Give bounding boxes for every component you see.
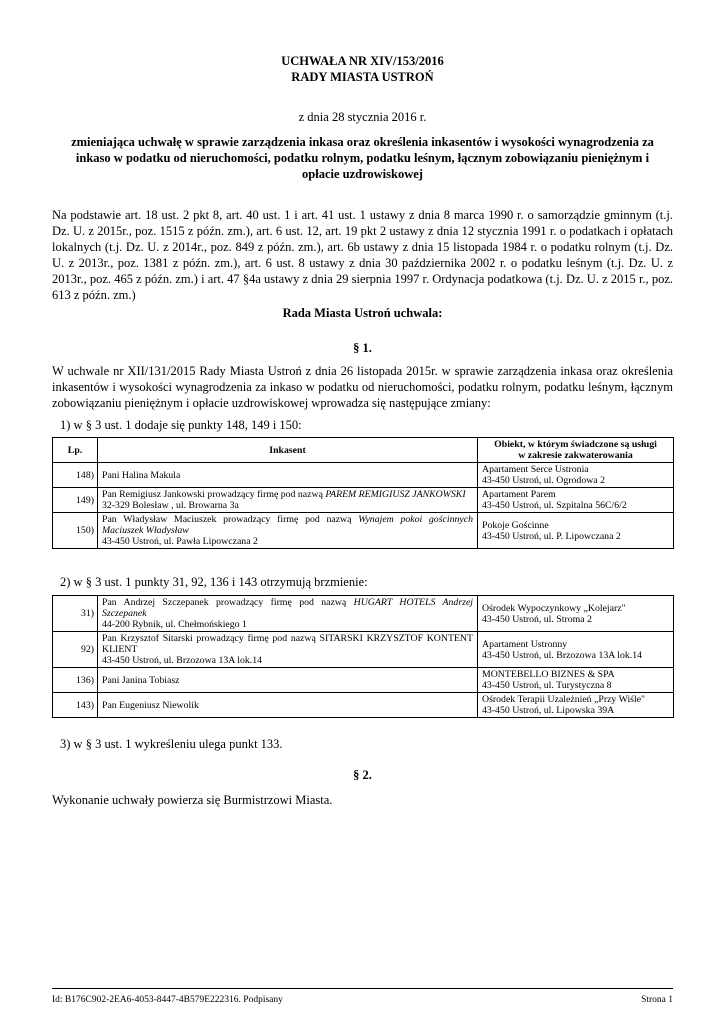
header-lp: Lp. <box>53 438 98 463</box>
row-inkasent: Pan Eugeniusz Niewolik <box>98 693 478 718</box>
amendment-item-1: 1) w § 3 ust. 1 dodaje się punkty 148, 149 i 150: <box>60 418 302 432</box>
header-inkasent: Inkasent <box>98 438 478 463</box>
collectors-table-added <box>52 437 674 549</box>
table-row <box>53 488 674 513</box>
council-resolves: Rada Miasta Ustroń uchwala: <box>282 306 443 320</box>
table-row <box>53 513 674 549</box>
table-row <box>53 693 674 718</box>
row-inkasent: Pan Remigiusz Jankowski prowadzący firmę pod nazwą PAREM REMIGIUSZ JANKOWSKI 32-329 Bolesław , ul. Browarna 3a <box>98 488 478 513</box>
row-lp: 150) <box>53 513 98 549</box>
document-title <box>0 53 725 85</box>
row-lp: 148) <box>53 463 98 488</box>
row-lp: 136) <box>53 668 98 693</box>
row-inkasent: Pani Janina Tobiasz <box>98 668 478 693</box>
row-lp: 143) <box>53 693 98 718</box>
row-inkasent: Pan Andrzej Szczepanek prowadzący firmę pod nazwą HUGART HOTELS Andrzej Szczepanek 44-200 Rybnik, ul. Chełmońskiego 1 <box>98 596 478 632</box>
section-2-heading: § 2. <box>353 768 372 782</box>
row-lp: 149) <box>53 488 98 513</box>
title-line-2: RADY MIASTA USTROŃ <box>291 70 434 84</box>
table-header-row <box>53 438 674 463</box>
row-obiekt: Apartament Parem 43-450 Ustroń, ul. Szpitalna 56C/6/2 <box>478 488 674 513</box>
table-row <box>53 463 674 488</box>
amendment-item-2: 2) w § 3 ust. 1 punkty 31, 92, 136 i 143 otrzymują brzmienie: <box>60 575 368 589</box>
section-1-heading: § 1. <box>353 341 372 355</box>
row-obiekt: Ośrodek Wypoczynkowy „Kolejarz" 43-450 Ustroń, ul. Stroma 2 <box>478 596 674 632</box>
row-obiekt: Apartament Ustronny 43-450 Ustroń, ul. Brzozowa 13A lok.14 <box>478 632 674 668</box>
row-obiekt: Ośrodek Terapii Uzależnień „Przy Wiśle" 43-450 Ustroń, ul. Lipowska 39A <box>478 693 674 718</box>
table-row <box>53 632 674 668</box>
row-lp: 92) <box>53 632 98 668</box>
row-inkasent: Pan Krzysztof Sitarski prowadzący firmę pod nazwą SITARSKI KRZYSZTOF KONTENT KLIENT 43-450 Ustroń, ul. Brzozowa 13A lok.14 <box>98 632 478 668</box>
footer-document-id: Id: B176C902-2EA6-4053-8447-4B579E222316. Podpisany <box>52 995 283 1005</box>
header-obiekt: Obiekt, w którym świadczone są usługi w zakresie zakwaterowania <box>478 438 674 463</box>
row-inkasent: Pan Władysław Maciuszek prowadzący firmę pod nazwą Wynajem pokoi gościnnych Maciuszek Władysław 43-450 Ustroń, ul. Pawła Lipowczana 2 <box>98 513 478 549</box>
footer-divider <box>52 988 673 989</box>
table-row <box>53 596 674 632</box>
section-2-text: Wykonanie uchwały powierza się Burmistrzowi Miasta. <box>52 793 333 807</box>
row-obiekt: Pokoje Gościnne 43-450 Ustroń, ul. P. Lipowczana 2 <box>478 513 674 549</box>
document-date: z dnia 28 stycznia 2016 r. <box>298 110 427 124</box>
section-1-intro: W uchwale nr XII/131/2015 Rady Miasta Ustroń z dnia 26 listopada 2015r. w sprawie zarządzenia inkasa oraz określenia inkasentów i wysokości wynagrodzenia za inkaso w podatku od nieruchomości, podatku rolnym, podatku leśnym, łącznym zobowiązaniu pieniężnym i opłacie uzdrowiskowej wprowadza się następujące zmiany: <box>52 364 673 410</box>
amendment-item-3: 3) w § 3 ust. 1 wykreśleniu ulega punkt 133. <box>60 737 283 751</box>
row-lp: 31) <box>53 596 98 632</box>
row-obiekt: MONTEBELLO BIZNES & SPA 43-450 Ustroń, ul. Turystyczna 8 <box>478 668 674 693</box>
collectors-table-amended <box>52 595 674 718</box>
table-row <box>53 668 674 693</box>
row-obiekt: Apartament Serce Ustronia 43-450 Ustroń, ul. Ogrodowa 2 <box>478 463 674 488</box>
legal-basis: Na podstawie art. 18 ust. 2 pkt 8, art. 40 ust. 1 i art. 41 ust. 1 ustawy z dnia 8 marca 1990 r. o samorządzie gminnym (t.j. Dz. U. z 2015r., poz. 1515 z późn. zm.), art. 6 ust. 12, art. 19 pkt 2 ustawy z dnia 12 stycznia 1991 r. o podatkach i opłatach lokalnych (t.j. Dz. U. z 2014r., poz. 849 z późn. zm.), art. 6b ustawy z dnia 15 listopada 1984 r. o podatku rolnym (t.j. Dz. U. z 2013r., poz. 1381 z późn. zm.), art. 6 ust. 8 ustawy z dnia 30 października 2002 r. o podatku leśnym (t.j. Dz. U. z 2013r., poz. 465 z późn. zm.) i art. 47 §4a ustawy z dnia 29 sierpnia 1997 r. Ordynacja podatkowa (t.j. Dz. U. z 2015 r., poz. 613 z późn. zm.) <box>52 208 673 302</box>
row-inkasent: Pani Halina Makula <box>98 463 478 488</box>
document-subject: zmieniająca uchwałę w sprawie zarządzenia inkasa oraz określenia inkasentów i wysokości wynagrodzenia za inkaso w podatku od nieruchomości, podatku rolnym, podatku leśnym, łącznym zobowiązaniu pieniężnym i opłacie uzdrowiskowej <box>71 135 654 181</box>
footer-page-number: Strona 1 <box>641 995 673 1005</box>
title-line-1: UCHWAŁA NR XIV/153/2016 <box>281 54 444 68</box>
